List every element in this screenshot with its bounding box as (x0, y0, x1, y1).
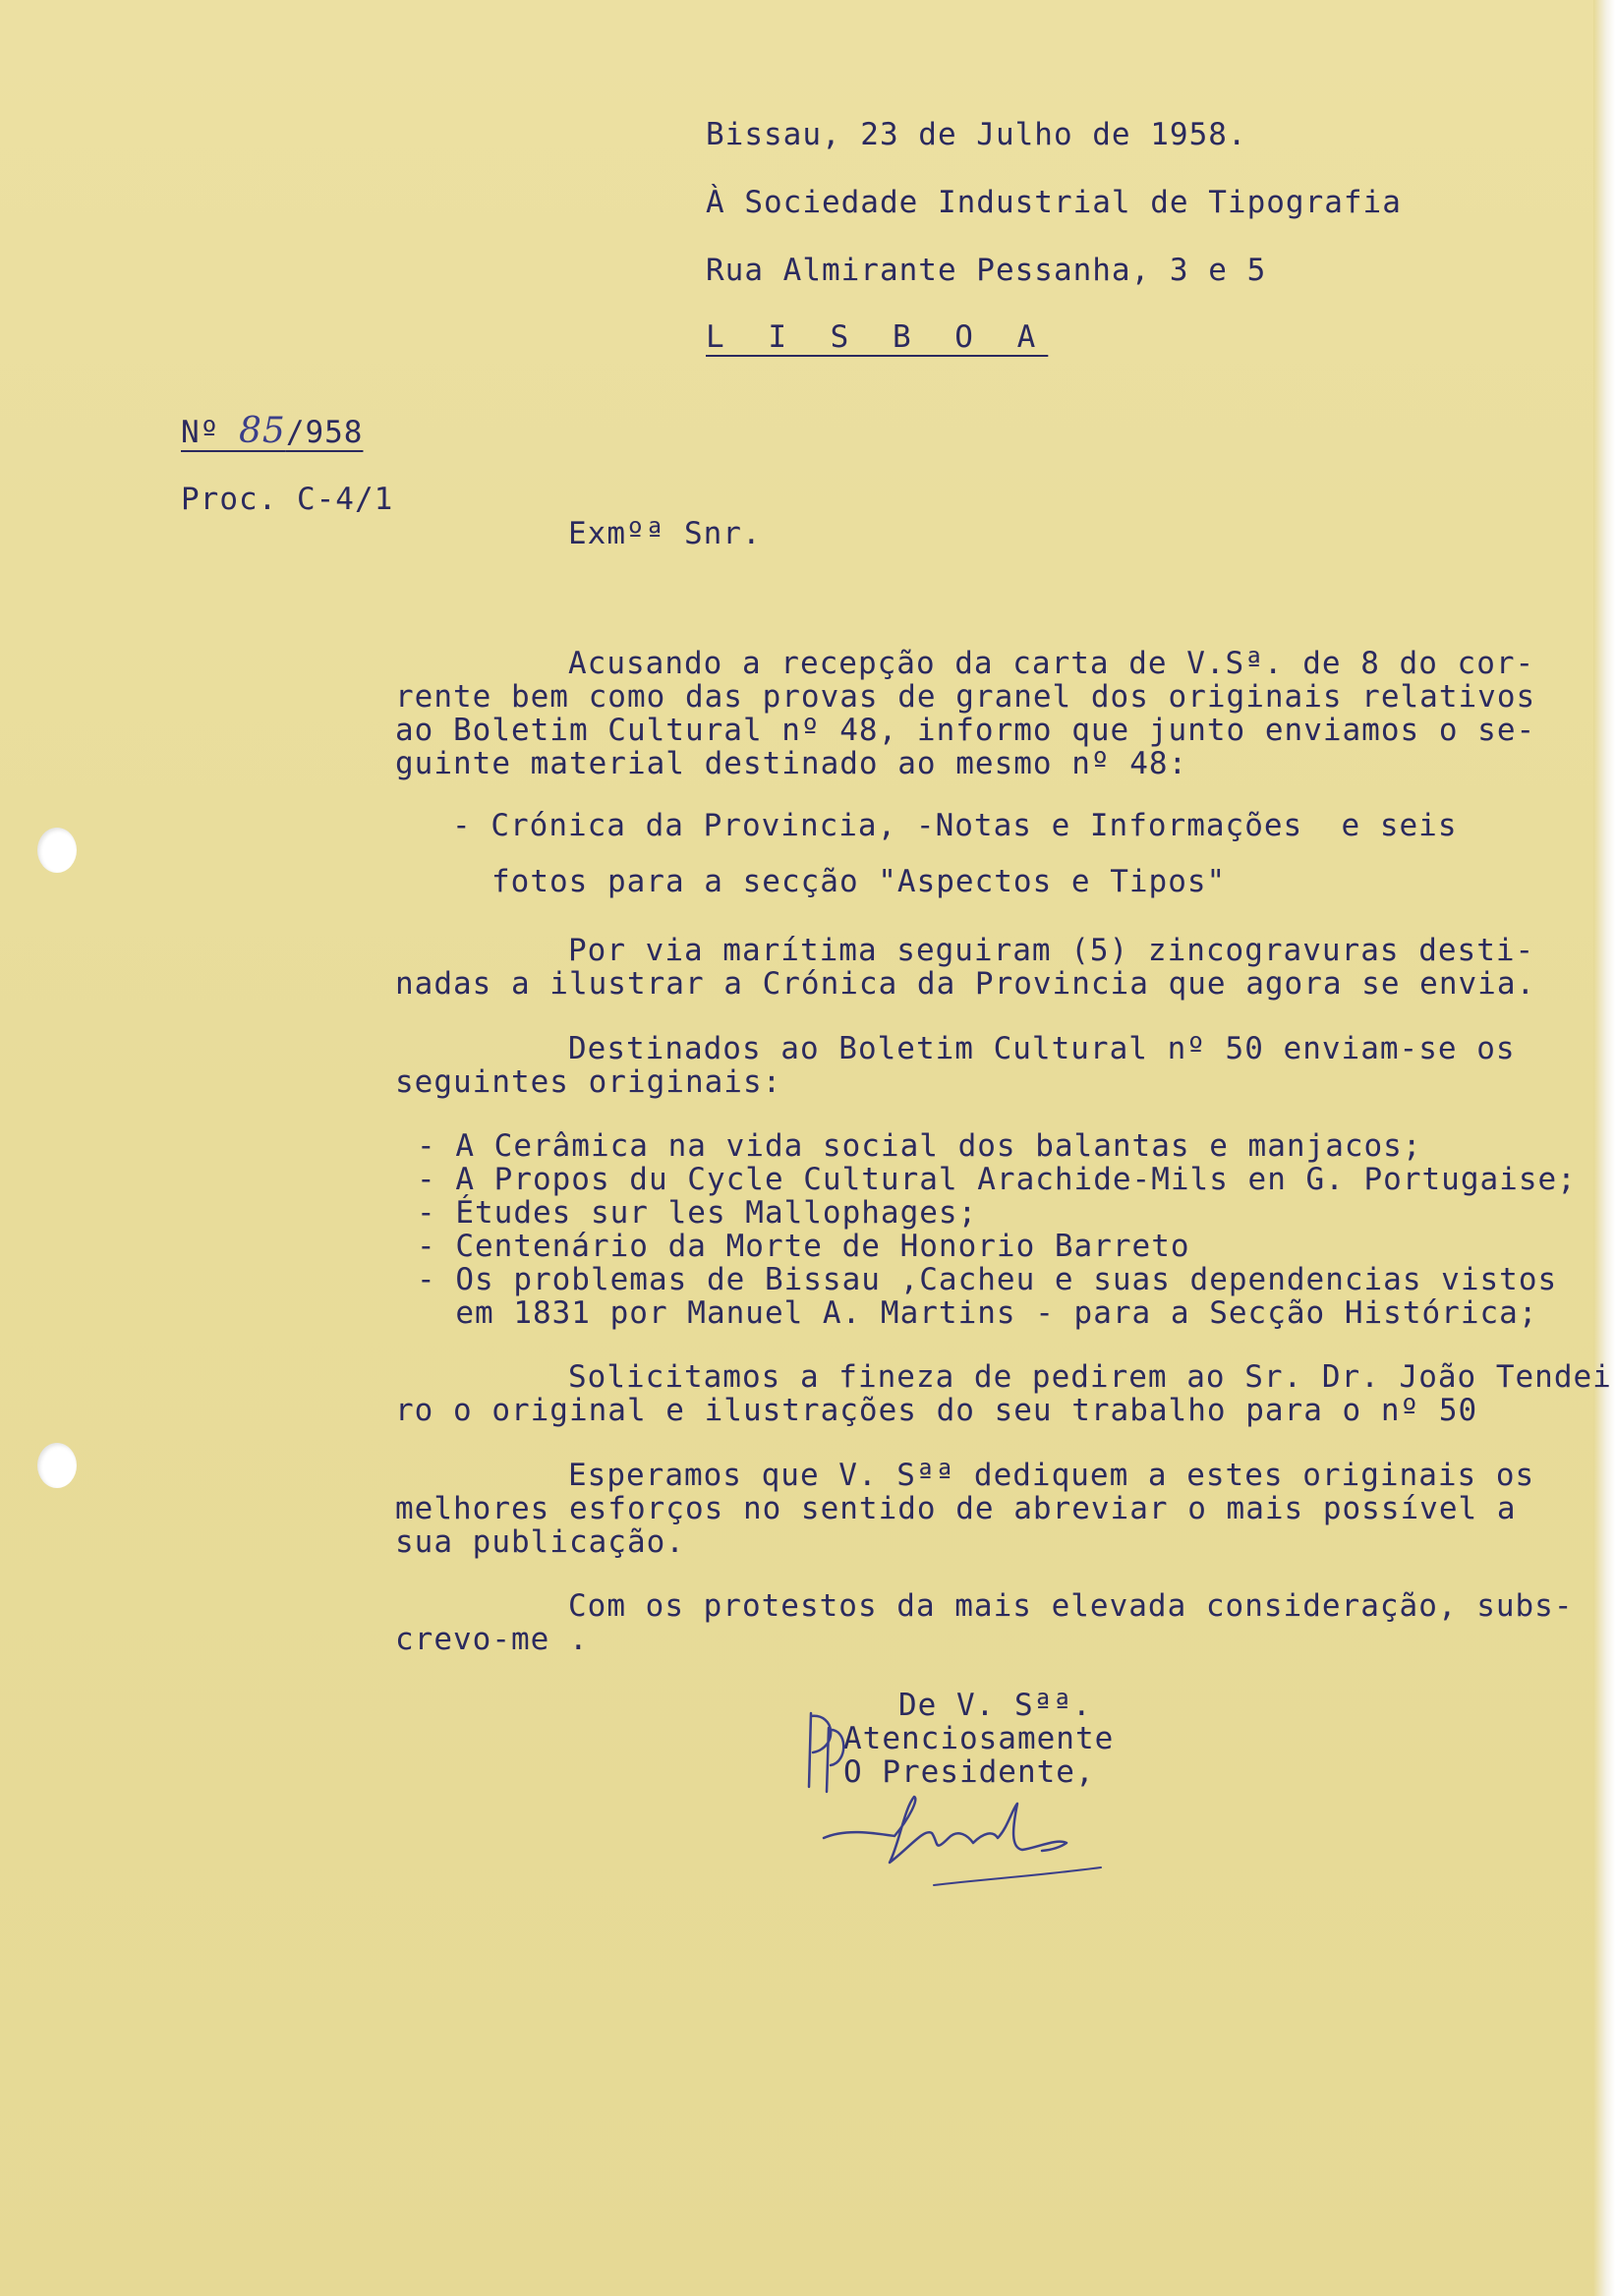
closing-line: De V. Sªª. (898, 1688, 1092, 1723)
paragraph-line: seguintes originais: (395, 1064, 782, 1100)
originals-list-item: em 1831 por Manuel A. Martins - para a Secção Histórica; (417, 1295, 1538, 1331)
paragraph-line: ro o original e ilustrações do seu trabalho para o nº 50 (395, 1393, 1478, 1428)
item-line: fotos para a secção "Aspectos e Tipos" (491, 864, 1227, 899)
city: L I S B O A (706, 319, 1049, 355)
originals-list-item: - Centenário da Morte de Honorio Barreto (417, 1229, 1190, 1264)
signature (816, 1789, 1130, 1897)
paragraph-line: Solicitamos a fineza de pedirem ao Sr. Dr. João Tendei (568, 1359, 1612, 1395)
addressee: À Sociedade Industrial de Tipografia (706, 185, 1402, 220)
reference-prefix: Nº (181, 415, 239, 450)
paragraph-line: Por via marítima seguiram (5) zincogravuras desti- (568, 933, 1535, 968)
reference-suffix: /958 (285, 415, 364, 450)
street-address: Rua Almirante Pessanha, 3 e 5 (706, 253, 1267, 288)
originals-list-item: - Études sur les Mallophages; (417, 1195, 978, 1231)
process-code: Proc. C-4/1 (181, 482, 394, 517)
originals-list-item: - A Cerâmica na vida social dos balantas e manjacos; (417, 1128, 1422, 1164)
closing-line: O Presidente, (843, 1754, 1095, 1790)
punch-hole-bottom (37, 1443, 77, 1488)
paragraph-line: nadas a ilustrar a Crónica da Provincia que agora se envia. (395, 966, 1536, 1002)
reference-number (181, 411, 364, 451)
date-line: Bissau, 23 de Julho de 1958. (706, 117, 1247, 152)
paragraph-line: sua publicação. (395, 1524, 685, 1560)
paragraph-line: rente bem como das provas de granel dos originais relativos (395, 679, 1536, 715)
closing-line: Atenciosamente (843, 1721, 1115, 1756)
item-line: - Crónica da Provincia, -Notas e Informações e seis (452, 808, 1458, 843)
paragraph-line: Destinados ao Boletim Cultural nº 50 enviam-se os (568, 1031, 1516, 1066)
paragraph-line: guinte material destinado ao mesmo nº 48: (395, 746, 1188, 781)
originals-list-item: - Os problemas de Bissau ,Cacheu e suas dependencias vistos (417, 1262, 1558, 1297)
paragraph-line: Acusando a recepção da carta de V.Sª. de 8 do cor- (568, 646, 1535, 681)
paragraph-line: Com os protestos da mais elevada consideração, subs- (568, 1588, 1574, 1624)
paragraph-line: crevo-me . (395, 1622, 589, 1657)
paper-edge (1593, 0, 1615, 2296)
paragraph-line: Esperamos que V. Sªª dediquem a estes originais os (568, 1458, 1535, 1493)
originals-list-item: - A Propos du Cycle Cultural Arachide-Mils en G. Portugaise; (417, 1162, 1577, 1197)
salutation: Exmºª Snr. (568, 516, 762, 551)
handwritten-pp-mark (801, 1708, 850, 1797)
paragraph-line: ao Boletim Cultural nº 48, informo que junto enviamos o se- (395, 713, 1536, 748)
reference-handwritten-number: 85 (239, 411, 286, 451)
paragraph-line: melhores esforços no sentido de abreviar o mais possível a (395, 1491, 1517, 1526)
punch-hole-top (37, 828, 77, 873)
